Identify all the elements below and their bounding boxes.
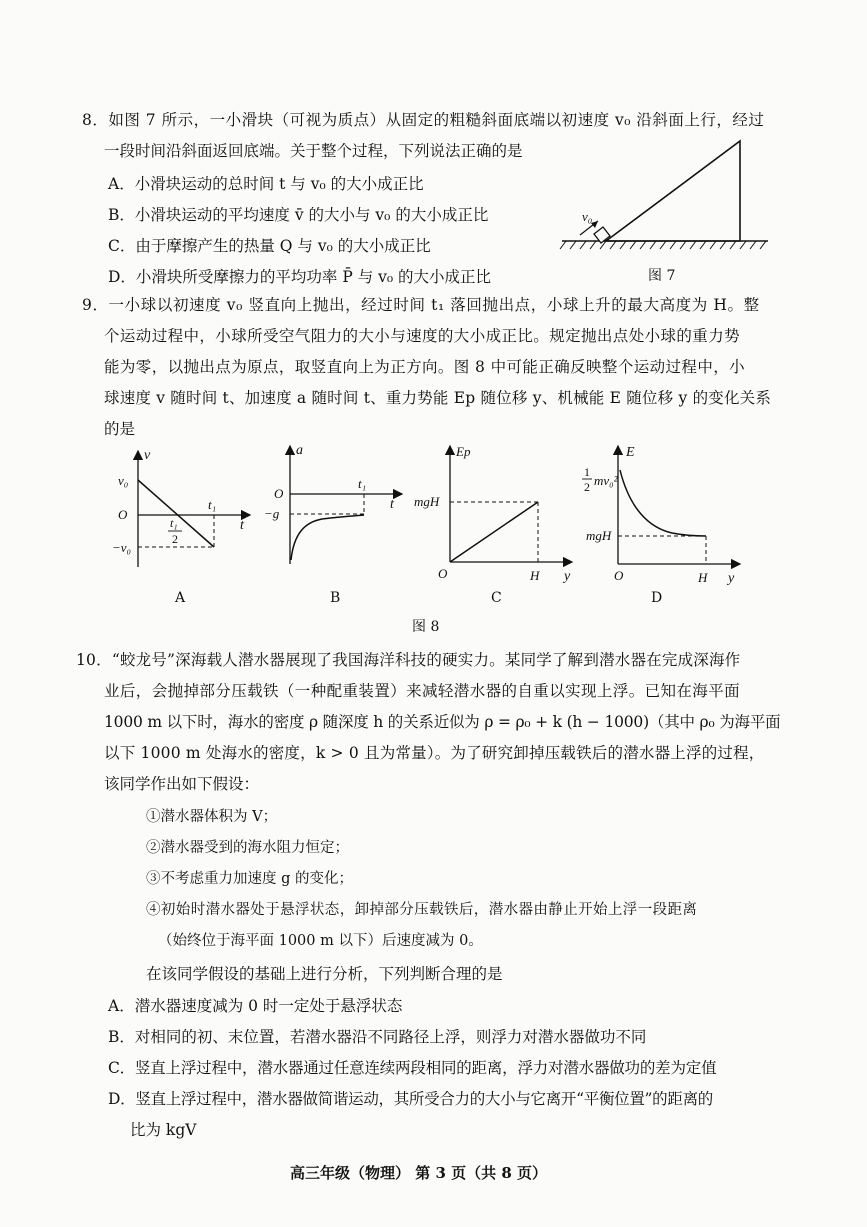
- graph-c-xlabel: y: [564, 569, 571, 584]
- q9-line5: 的是: [104, 420, 136, 438]
- graph-b-neg-g: −g: [264, 506, 280, 521]
- q10-option-d: D．竖直上浮过程中，潜水器做简谐运动，其所受合力的大小与它离开“平衡位置”的距离的: [108, 1090, 713, 1108]
- q10-assumption-5: （始终位于海平面 1000 m 以下）后速度减为 0。: [158, 933, 483, 949]
- graph-a-xlabel: t: [240, 518, 244, 533]
- q8-option-d: D．小滑块所受摩擦力的平均功率 P̄ 与 v₀ 的大小成正比: [108, 268, 492, 286]
- q10-option-b: B．对相同的初、末位置，若潜水器沿不同路径上浮，则浮力对潜水器做功不同: [108, 1028, 647, 1046]
- q10-line5: 该同学作出如下假设：: [104, 775, 260, 793]
- q10-option-a: A．潜水器速度减为 0 时一定处于悬浮状态: [108, 997, 403, 1015]
- graph-c-mgH: mgH: [414, 494, 440, 509]
- q9-line1: 9．一小球以初速度 v₀ 竖直向上抛出，经过时间 t₁ 落回抛出点，小球上升的最大高度为 H。整: [82, 296, 760, 314]
- q8-line2: 一段时间沿斜面返回底端。关于整个过程，下列说法正确的是: [104, 142, 523, 160]
- graph-d-ylabel: E: [626, 445, 635, 460]
- graph-c-origin: O: [438, 566, 448, 581]
- q10-line1: 10．“蛟龙号”深海载人潜水器展现了我国海洋科技的硬实力。某同学了解到潜水器在完成深海作: [76, 651, 741, 669]
- graph-b-ylabel: a: [296, 443, 303, 458]
- graph-d-caption: D: [651, 590, 663, 606]
- graph-a-half-den: 2: [172, 532, 178, 546]
- graph-d-xlabel: y: [728, 571, 735, 585]
- figure-8-label: 图 8: [412, 619, 440, 635]
- graph-b: [262, 440, 412, 570]
- q8-option-a: A．小滑块运动的总时间 t 与 v₀ 的大小成正比: [108, 175, 424, 193]
- graph-a-half-num: t₁: [170, 516, 178, 530]
- graph-d: [580, 440, 750, 585]
- graph-a: [110, 445, 260, 575]
- graph-c-caption: C: [491, 590, 502, 606]
- q9-line3: 能为零，以抛出点为原点，取竖直向上为正方向。图 8 中可能正确反映整个运动过程中，小: [104, 358, 746, 376]
- q10-assumption-1: ①潜水器体积为 V；: [146, 809, 278, 825]
- figure-7-label: 图 7: [648, 268, 676, 284]
- graph-d-H: H: [698, 570, 708, 585]
- graph-c-H: H: [530, 568, 540, 583]
- graph-d-mgH: mgH: [586, 528, 612, 543]
- q9-line4: 球速度 v 随时间 t、加速度 a 随时间 t、重力势能 Ep 随位移 y、机械能 E 随位移 y 的变化关系: [104, 389, 772, 407]
- q9-line2: 个运动过程中，小球所受空气阻力的大小与速度的大小成正比。规定抛出点处小球的重力势: [104, 327, 741, 345]
- graph-b-xlabel: t: [390, 497, 394, 512]
- q10-line3: 1000 m 以下时，海水的密度 ρ 随深度 h 的关系近似为 ρ = ρ₀ + k (h − 1000)（其中 ρ₀ 为海平面: [104, 713, 781, 731]
- graph-d-origin: O: [614, 568, 624, 583]
- q10-line4: 以下 1000 m 处海水的密度，k > 0 且为常量）。为了研究卸掉压载铁后的潜水器上浮的过程，: [104, 744, 765, 762]
- graph-d-half-den: 2: [584, 480, 590, 494]
- q8-line1: 8．如图 7 所示，一小滑块（可视为质点）从固定的粗糙斜面底端以初速度 v₀ 沿斜面上行，经过: [82, 111, 765, 129]
- q10-option-c: C．竖直上浮过程中，潜水器通过任意连续两段相同的距离，浮力对潜水器做功的差为定值: [108, 1059, 717, 1077]
- q10-option-d-cont: 比为 kgV: [130, 1121, 197, 1139]
- q10-line2: 业后，会抛掉部分压载铁（一种配重装置）来减轻潜水器的自重以实现上浮。已知在海平面: [104, 682, 741, 700]
- q10-assumption-2: ②潜水器受到的海水阻力恒定；: [146, 840, 349, 856]
- q8-option-b: B．小滑块运动的平均速度 v̄ 的大小与 v₀ 的大小成正比: [108, 206, 489, 224]
- q10-prompt: 在该同学假设的基础上进行分析，下列判断合理的是: [146, 965, 503, 983]
- figure-7-v0-label: v₀: [582, 209, 593, 224]
- graph-a-v0: v₀: [118, 473, 129, 488]
- graph-a-neg-v0: −v₀: [112, 540, 132, 555]
- graph-a-t1: t₁: [208, 497, 217, 512]
- figure-7-incline: [556, 135, 776, 257]
- graph-d-half-num: 1: [584, 465, 590, 479]
- graph-c: [412, 440, 582, 585]
- graph-b-t1: t₁: [358, 476, 367, 491]
- graph-a-ylabel: v: [144, 448, 151, 463]
- q8-option-c: C．由于摩擦产生的热量 Q 与 v₀ 的大小成正比: [108, 237, 431, 255]
- graph-d-energy: mv₀²: [594, 473, 618, 488]
- graph-b-origin: O: [274, 486, 284, 501]
- graph-a-caption: A: [175, 590, 186, 606]
- graph-b-caption: B: [330, 590, 341, 606]
- page-footer: 高三年级（物理） 第 3 页（共 8 页）: [290, 1164, 547, 1182]
- q10-assumption-4: ④初始时潜水器处于悬浮状态，卸掉部分压载铁后，潜水器由静止开始上浮一段距离: [146, 902, 698, 918]
- graph-c-ylabel: Ep: [456, 444, 471, 459]
- q10-assumption-3: ③不考虑重力加速度 g 的变化；: [146, 871, 353, 887]
- graph-a-origin: O: [118, 507, 128, 522]
